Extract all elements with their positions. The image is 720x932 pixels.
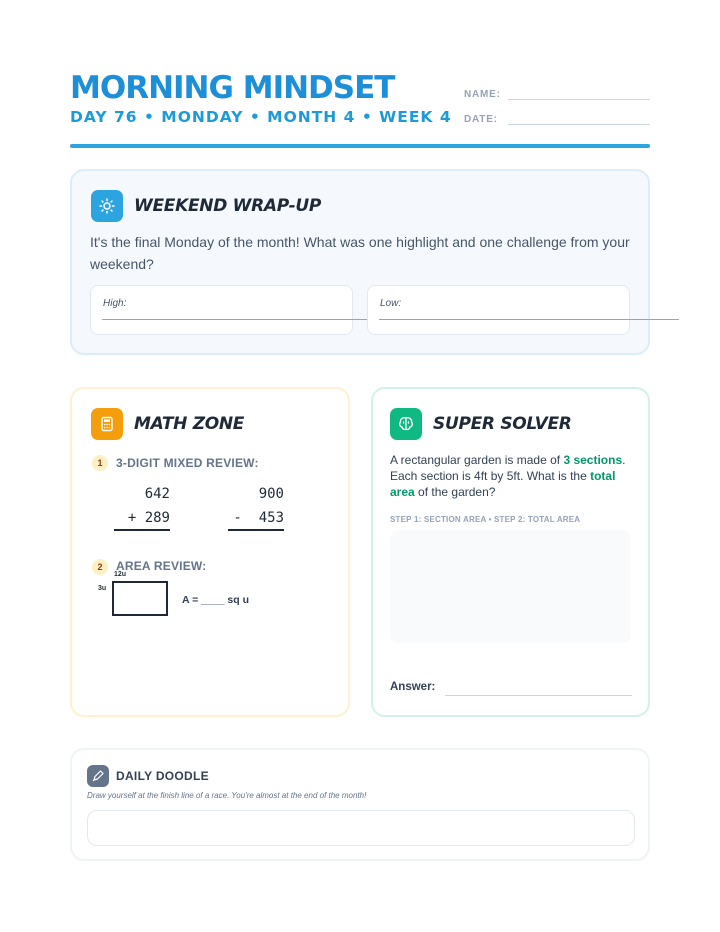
section-1-label: 3-DIGIT MIXED REVIEW: [116,456,259,470]
solver-work-area[interactable] [390,530,631,643]
header [70,68,650,148]
high-writing-line[interactable] [102,319,368,320]
weekend-prompt: It's the final Monday of the month! What was one highlight and one challenge from your weekend? [90,234,630,272]
page-title: MORNING MINDSET [70,70,395,106]
addition-problem [114,483,170,531]
date-field[interactable] [464,111,650,125]
total-area-highlight: total area [390,469,616,499]
doodle-drawing-area[interactable] [87,810,635,846]
solver-card [371,387,650,717]
page-subtitle: DAY 76 • MONDAY • MONTH 4 • WEEK 4 [70,108,452,126]
area-rectangle [112,581,168,616]
solver-title: SUPER SOLVER [433,414,572,434]
weekend-title: WEEKEND WRAP-UP [134,196,321,216]
low-label: Low: [380,298,402,309]
weekend-card [70,169,650,355]
addition-top: 642 [144,486,170,502]
area-answer: A = ____ sq u [182,594,250,606]
pen-icon [87,765,109,787]
section-2-badge: 2 [92,559,108,575]
name-field[interactable] [464,86,650,100]
math-title: MATH ZONE [134,414,245,434]
sections-highlight: 3 sections [563,453,623,467]
solver-problem: A rectangular garden is made of 3 sections. Each section is 4ft by 5ft. What is the total area of the garden? [390,453,626,499]
high-label: High: [103,298,127,309]
sun-icon [91,190,123,222]
low-answer-box[interactable] [367,285,630,335]
answer-label: Answer: [390,681,436,693]
header-divider [70,144,650,148]
name-line[interactable] [508,86,650,100]
brain-icon [390,408,422,440]
rectangle-width-label: 12u [114,571,127,578]
section-2-label: AREA REVIEW: [116,559,207,573]
name-label: NAME: [464,89,501,100]
high-answer-box[interactable] [90,285,353,335]
addition-bottom: + 289 [114,505,170,531]
low-writing-line[interactable] [379,319,679,320]
calculator-icon [91,408,123,440]
subtraction-bottom: - 453 [228,505,284,531]
doodle-title: DAILY DOODLE [116,769,209,783]
subtraction-top: 900 [258,486,284,502]
math-card [70,387,350,717]
doodle-card [70,748,650,861]
subtraction-problem [228,483,284,531]
answer-line[interactable] [445,695,632,696]
rectangle-height-label: 3u [98,585,107,592]
section-1-badge: 1 [92,455,108,471]
date-line[interactable] [508,111,650,125]
doodle-prompt: Draw yourself at the finish line of a race. You're almost at the end of the month! [87,791,367,800]
solver-steps: STEP 1: SECTION AREA • STEP 2: TOTAL AREA [390,515,581,524]
date-label: DATE: [464,114,498,125]
